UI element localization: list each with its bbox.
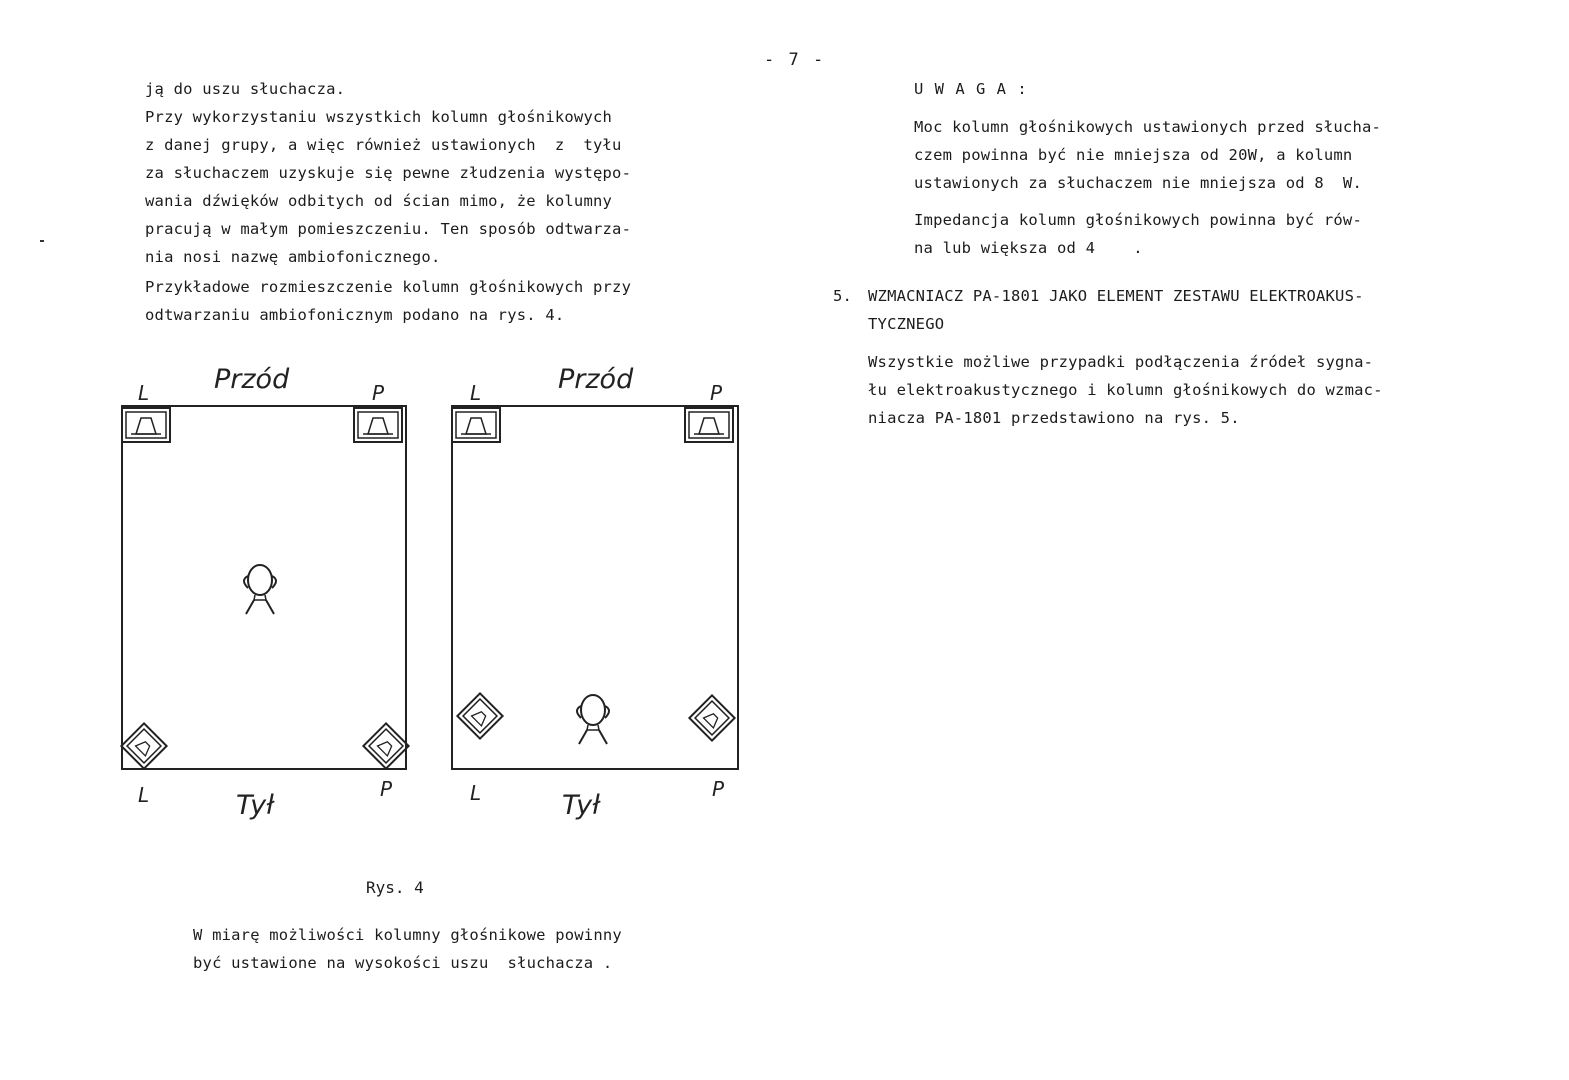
front-right-speaker-icon — [354, 408, 402, 442]
left-label: L — [138, 381, 150, 405]
text-line: Przykładowe rozmieszczenie kolumn głośnikowych przy — [145, 278, 632, 296]
text-line: ustawionych za słuchaczem nie mniejsza od 8 W. — [914, 174, 1362, 192]
text-line: W miarę możliwości kolumny głośnikowe powinny — [193, 926, 622, 944]
right-label: P — [712, 777, 725, 801]
text-line: na lub większa od 4 . — [914, 239, 1143, 257]
text-line: z danej grupy, a więc również ustawionych z tyłu — [145, 136, 622, 154]
text-line: za słuchaczem uzyskuje się pewne złudzenia występo- — [145, 164, 632, 182]
front-right-speaker-icon — [685, 408, 733, 442]
front-left-speaker-icon — [122, 408, 170, 442]
figure-caption: Rys. 4 — [366, 878, 424, 897]
left-label: L — [470, 781, 482, 805]
listener-icon — [244, 565, 276, 614]
rear-right-speaker-icon — [689, 695, 734, 740]
page-number: - 7 - — [764, 50, 826, 70]
right-label: P — [710, 381, 723, 405]
right-label: P — [372, 381, 385, 405]
section-title: TYCZNEGO — [868, 315, 945, 333]
listener-icon — [577, 695, 609, 744]
section-number: 5. — [833, 287, 853, 305]
text-line: Wszystkie możliwe przypadki podłączenia źródeł sygna- — [868, 353, 1374, 371]
text-line: czem powinna być nie mniejsza od 20W, a kolumn — [914, 146, 1353, 164]
left-label: L — [470, 381, 482, 405]
right-room-diagram — [452, 364, 738, 821]
text-line: wania dźwięków odbitych od ścian mimo, że kolumny — [145, 192, 613, 210]
front-label: Przód — [214, 364, 290, 395]
left-room-diagram — [121, 364, 408, 821]
front-label: Przód — [558, 364, 634, 395]
rear-right-speaker-icon — [363, 723, 408, 768]
text-line: niacza PA-1801 przedstawiono na rys. 5. — [868, 409, 1240, 427]
text-line: łu elektroakustycznego i kolumn głośnikowych do wzmac- — [868, 381, 1383, 399]
text-line: odtwarzaniu ambiofonicznym podano na rys. 4. — [145, 306, 565, 324]
rear-left-speaker-icon — [121, 723, 166, 768]
text-line: ją do uszu słuchacza. — [145, 80, 346, 98]
section-title: WZMACNIACZ PA-1801 JAKO ELEMENT ZESTAWU ELEKTROAKUS- — [868, 287, 1364, 305]
left-label: L — [138, 783, 150, 807]
back-label: Tył — [562, 790, 600, 821]
text-line: nia nosi nazwę ambiofonicznego. — [145, 248, 441, 266]
text-line: Moc kolumn głośnikowych ustawionych przed słucha- — [914, 118, 1382, 136]
rear-left-speaker-icon — [457, 693, 502, 738]
text-line: Impedancja kolumn głośnikowych powinna być rów- — [914, 211, 1362, 229]
right-label: P — [380, 777, 393, 801]
back-label: Tył — [236, 790, 274, 821]
front-left-speaker-icon — [452, 408, 500, 442]
text-line: pracują w małym pomieszczeniu. Ten sposób odtwarza- — [145, 220, 632, 238]
note-heading: U W A G A : — [914, 80, 1028, 98]
text-line: Przy wykorzystaniu wszystkich kolumn głośnikowych — [145, 108, 613, 126]
text-line: być ustawione na wysokości uszu słuchacza . — [193, 954, 613, 972]
